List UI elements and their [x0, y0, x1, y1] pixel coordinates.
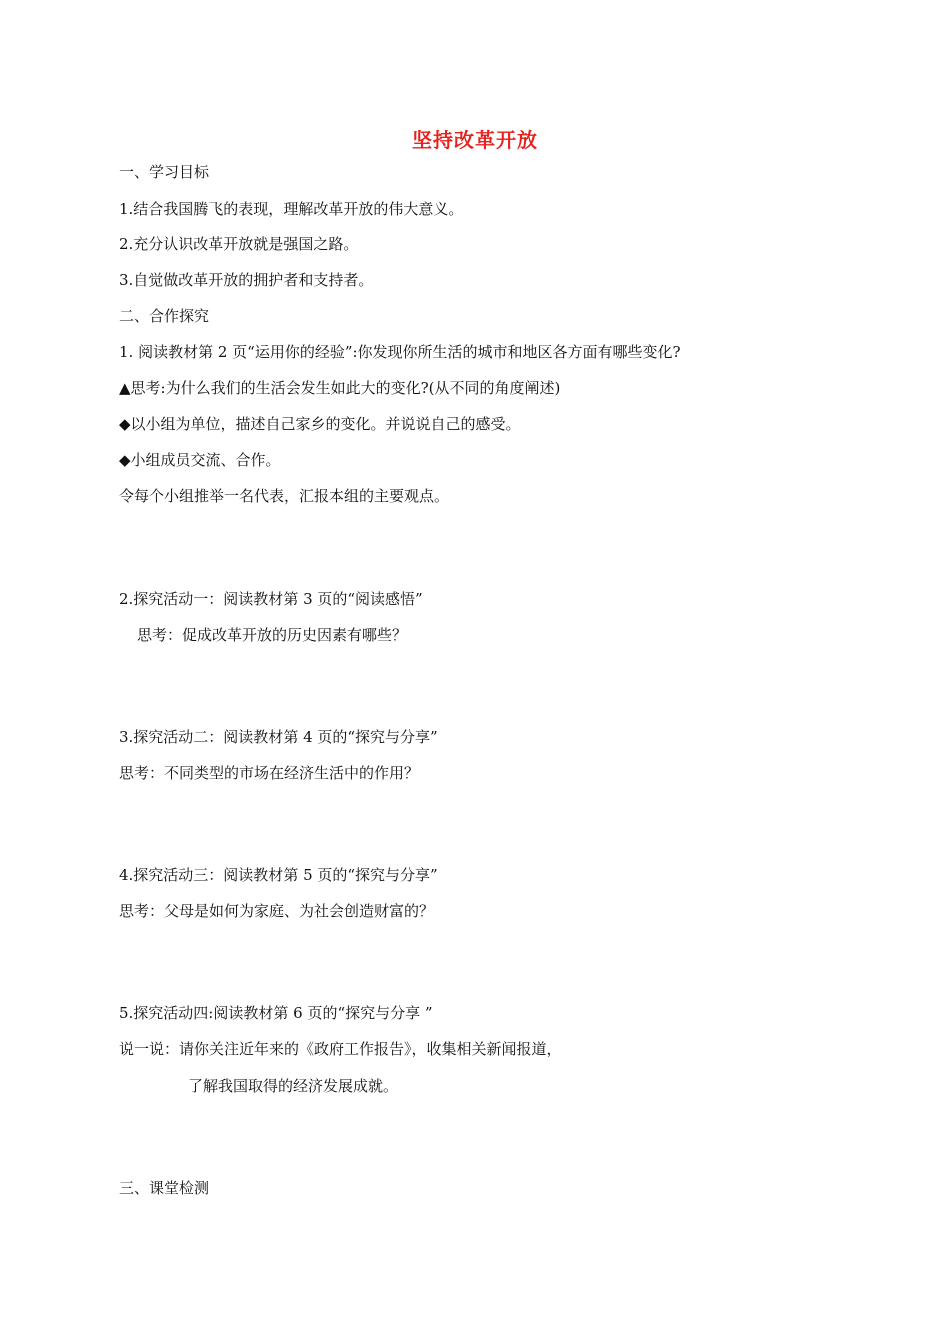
activity-4-line: 4.探究活动三：阅读教材第 5 页的“探究与分享” — [119, 866, 438, 884]
section-heading-objectives: 一、学习目标 — [119, 163, 210, 181]
activity-1-report: 令每个小组推举一名代表，汇报本组的主要观点。 — [119, 487, 450, 505]
section-heading-cooperation: 二、合作探究 — [119, 307, 210, 325]
activity-3-line: 3.探究活动二：阅读教材第 4 页的“探究与分享” — [119, 728, 438, 746]
objective-item-1: 1.结合我国腾飞的表现，理解改革开放的伟大意义。 — [119, 200, 464, 218]
activity-5-line: 5.探究活动四:阅读教材第 6 页的“探究与分享 ” — [119, 1004, 433, 1022]
objective-item-3: 3.自觉做改革开放的拥护者和支持者。 — [119, 271, 374, 289]
activity-1-group-1: ◆以小组为单位，描述自己家乡的变化。并说说自己的感受。 — [119, 415, 521, 433]
document-title: 坚持改革开放 — [412, 128, 538, 152]
objective-item-2: 2.充分认识改革开放就是强国之路。 — [119, 235, 359, 253]
activity-2-line: 2.探究活动一：阅读教材第 3 页的“阅读感悟” — [119, 590, 423, 608]
activity-1-group-2: ◆小组成员交流、合作。 — [119, 451, 281, 469]
activity-2-think: 思考：促成改革开放的历史因素有哪些？ — [137, 626, 408, 644]
section-heading-classroom-test: 三、课堂检测 — [119, 1179, 210, 1197]
activity-3-think: 思考：不同类型的市场在经济生活中的作用？ — [119, 764, 420, 782]
activity-1-line: 1. 阅读教材第 2 页“运用你的经验”:你发现你所生活的城市和地区各方面有哪些变化? — [119, 343, 681, 361]
activity-5-say-2: 了解我国取得的经济发展成就。 — [188, 1077, 399, 1095]
activity-1-think: ▲思考:为什么我们的生活会发生如此大的变化?(从不同的角度阐述) — [119, 379, 561, 397]
activity-4-think: 思考：父母是如何为家庭、为社会创造财富的？ — [119, 902, 435, 920]
activity-5-say-1: 说一说：请你关注近年来的《政府工作报告》，收集相关新闻报道， — [119, 1040, 562, 1058]
